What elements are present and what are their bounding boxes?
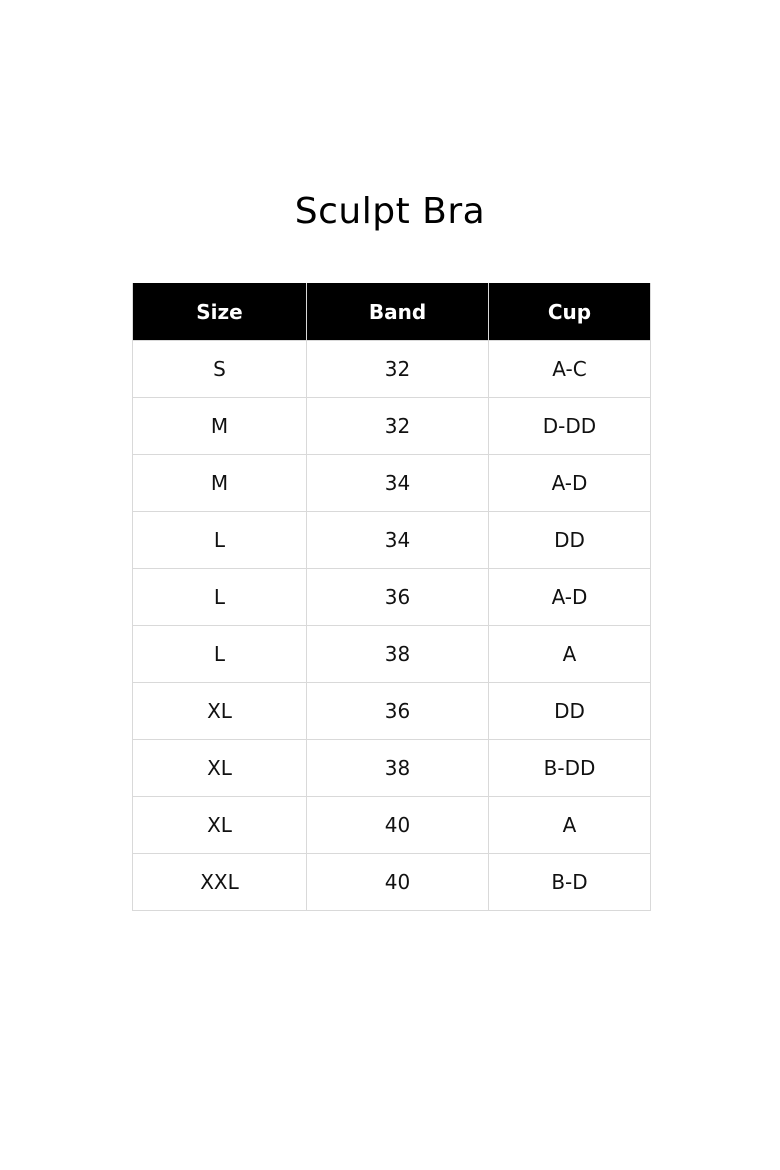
table-row [133,398,651,455]
cup-cell: A [489,626,651,683]
cup-cell: D-DD [489,398,651,455]
table-header-row [133,283,651,341]
size-cell: XXL [133,854,307,911]
cup-cell: A-D [489,569,651,626]
size-cell: L [133,569,307,626]
band-cell: 40 [307,797,489,854]
column-header-band: Band [307,283,489,341]
size-chart-table [132,283,651,911]
cup-cell: DD [489,683,651,740]
column-header-cup: Cup [489,283,651,341]
cup-cell: A-C [489,341,651,398]
table-row [133,797,651,854]
page-title: Sculpt Bra [294,191,486,233]
band-cell: 32 [307,398,489,455]
band-cell: 38 [307,626,489,683]
size-cell: L [133,512,307,569]
band-cell: 34 [307,512,489,569]
band-cell: 38 [307,740,489,797]
band-cell: 36 [307,569,489,626]
table-row [133,455,651,512]
band-cell: 32 [307,341,489,398]
band-cell: 36 [307,683,489,740]
size-cell: S [133,341,307,398]
size-cell: M [133,455,307,512]
table-row [133,626,651,683]
table-row [133,569,651,626]
size-cell: XL [133,683,307,740]
cup-cell: DD [489,512,651,569]
cup-cell: B-D [489,854,651,911]
size-cell: L [133,626,307,683]
table-row [133,512,651,569]
table-row [133,341,651,398]
table-row [133,740,651,797]
band-cell: 40 [307,854,489,911]
size-cell: M [133,398,307,455]
cup-cell: A-D [489,455,651,512]
size-cell: XL [133,797,307,854]
band-cell: 34 [307,455,489,512]
column-header-size: Size [133,283,307,341]
cup-cell: A [489,797,651,854]
size-cell: XL [133,740,307,797]
table-row [133,854,651,911]
cup-cell: B-DD [489,740,651,797]
table-row [133,683,651,740]
